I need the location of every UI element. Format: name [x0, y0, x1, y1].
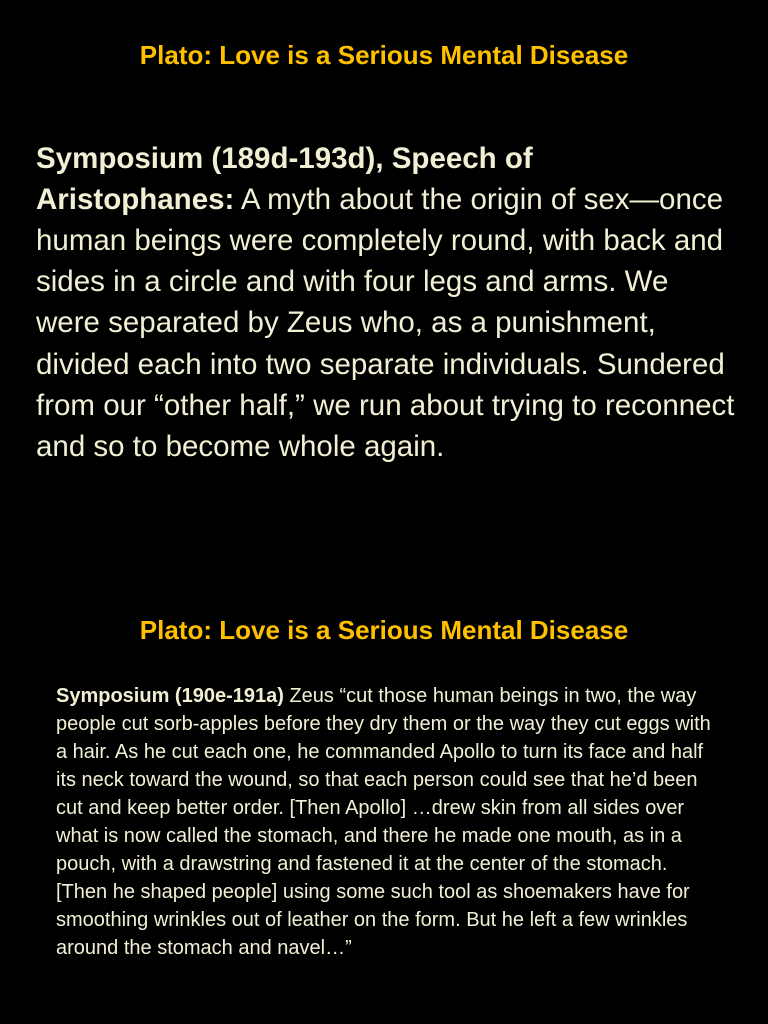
slide-zeus-quote: [0, 575, 768, 1024]
citation-lead: Symposium (189d-193d), Speech of Aristophanes:: [36, 141, 533, 216]
slide-body: [56, 682, 716, 962]
slide-body: [36, 138, 736, 468]
citation-lead: Symposium (190e-191a): [56, 685, 284, 707]
body-text: Zeus “cut those human beings in two, the way people cut sorb-apples before they dry them or the way they cut eggs with a hair. As he cut each one, he commanded Apollo to turn its face and half its neck toward the wound, so that each person could see that he’d been cut and keep better order. [Then Apollo] …drew skin from all sides over what is now called the stomach, and there he made one mouth, as in a pouch, with a drawstring and fastened it at the center of the stomach. [Then he shaped people] using some such tool as shoemakers have for smoothing wrinkles out of leather on the form. But he left a few wrinkles around the stomach and navel…”: [56, 685, 711, 959]
slide-title: Plato: Love is a Serious Mental Disease: [139, 40, 629, 71]
body-text: A myth about the origin of sex—once human beings were completely round, with back and sides in a circle and with four legs and arms. We were separated by Zeus who, as a punishment, divided each into two separate individuals. Sundered from our “other half,” we run about trying to reconnect and so to become whole again.: [36, 182, 735, 463]
slide-title: Plato: Love is a Serious Mental Disease: [139, 615, 629, 646]
